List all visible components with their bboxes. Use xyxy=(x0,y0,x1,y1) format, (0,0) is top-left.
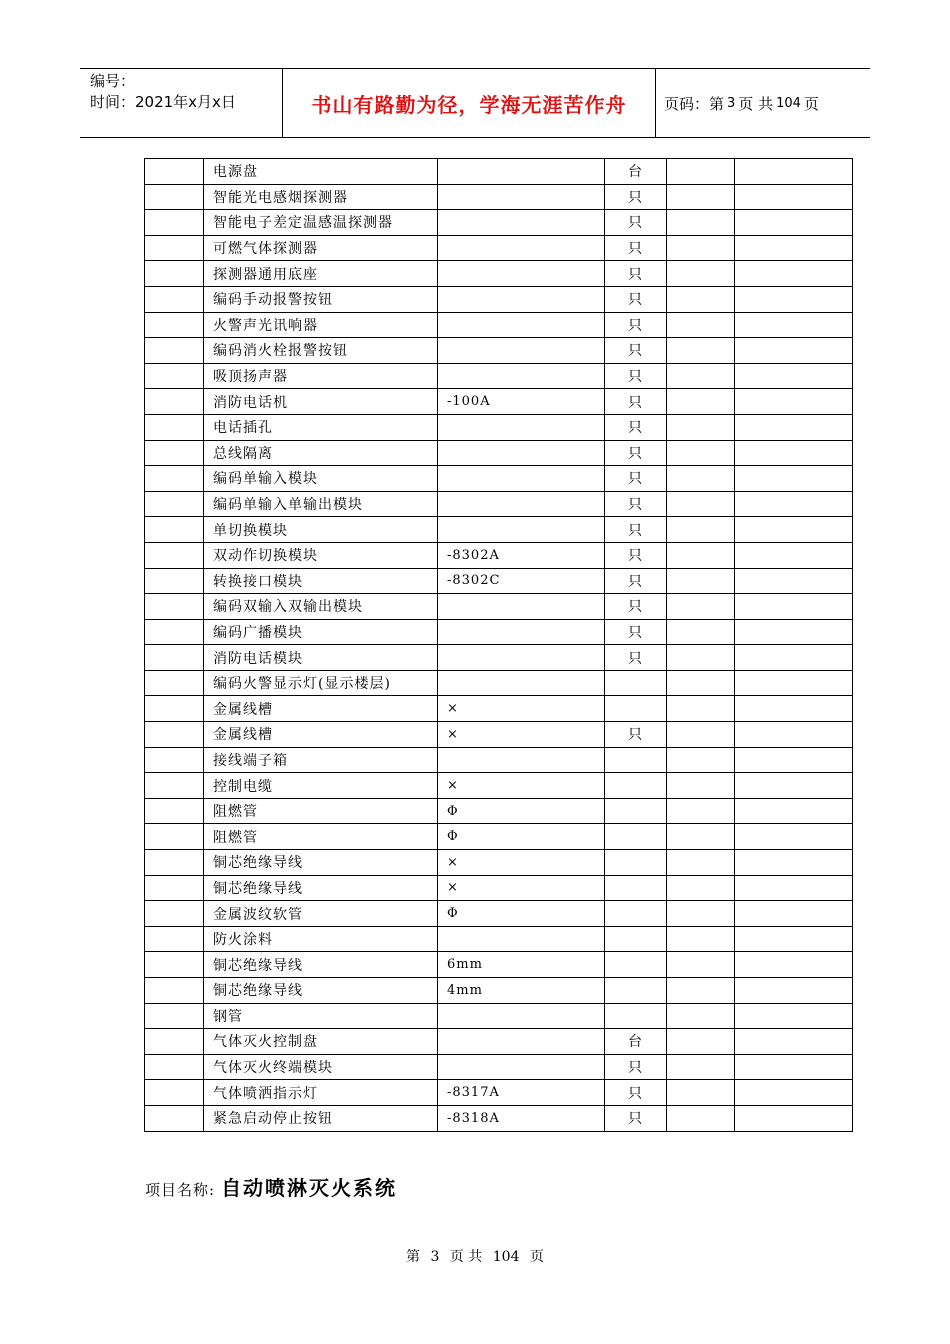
remark-cell xyxy=(735,1054,853,1080)
remark-cell xyxy=(735,952,853,978)
index-cell xyxy=(145,1029,204,1055)
table-row xyxy=(145,1003,853,1029)
unit-cell xyxy=(605,773,667,799)
unit-cell: 只 xyxy=(605,363,667,389)
remark-cell xyxy=(735,440,853,466)
table-row xyxy=(145,312,853,338)
table-row xyxy=(145,338,853,364)
item-name-cell: 接线端子箱 xyxy=(204,747,438,773)
unit-cell xyxy=(605,926,667,952)
footer-prefix: 第 xyxy=(406,1249,421,1265)
item-name-cell: 吸顶扬声器 xyxy=(204,363,438,389)
project-label: 项目名称: xyxy=(145,1181,216,1199)
quantity-cell xyxy=(667,645,735,671)
quantity-cell xyxy=(667,389,735,415)
index-cell xyxy=(145,850,204,876)
remark-cell xyxy=(735,542,853,568)
index-cell xyxy=(145,670,204,696)
index-cell xyxy=(145,1003,204,1029)
index-cell xyxy=(145,798,204,824)
model-cell: × xyxy=(438,773,605,799)
quantity-cell xyxy=(667,594,735,620)
unit-cell xyxy=(605,1003,667,1029)
number-label: 编号： xyxy=(90,72,136,90)
footer-suffix: 页 xyxy=(529,1249,544,1265)
model-cell xyxy=(438,594,605,620)
remark-cell xyxy=(735,824,853,850)
model-cell xyxy=(438,466,605,492)
page-mid: 页 共 xyxy=(738,94,774,113)
remark-cell xyxy=(735,696,853,722)
model-cell: -8302A xyxy=(438,542,605,568)
table-row xyxy=(145,363,853,389)
item-name-cell: 编码单输入模块 xyxy=(204,466,438,492)
item-name-cell: 智能光电感烟探测器 xyxy=(204,184,438,210)
unit-cell: 只 xyxy=(605,645,667,671)
table-row xyxy=(145,491,853,517)
remark-cell xyxy=(735,235,853,261)
remark-cell xyxy=(735,491,853,517)
header-meta xyxy=(90,71,285,113)
item-name-cell: 编码手动报警按钮 xyxy=(204,286,438,312)
unit-cell: 只 xyxy=(605,184,667,210)
item-name-cell: 防火涂料 xyxy=(204,926,438,952)
remark-cell xyxy=(735,1080,853,1106)
quantity-cell xyxy=(667,1054,735,1080)
index-cell xyxy=(145,722,204,748)
quantity-cell xyxy=(667,491,735,517)
unit-cell: 只 xyxy=(605,312,667,338)
item-name-cell: 阻燃管 xyxy=(204,798,438,824)
model-cell: -8302C xyxy=(438,568,605,594)
unit-cell xyxy=(605,747,667,773)
item-name-cell: 铜芯绝缘导线 xyxy=(204,978,438,1004)
unit-cell xyxy=(605,696,667,722)
index-cell xyxy=(145,389,204,415)
item-name-cell: 铜芯绝缘导线 xyxy=(204,875,438,901)
page-suffix: 页 xyxy=(803,94,819,113)
unit-cell: 只 xyxy=(605,517,667,543)
page-number: 3 xyxy=(727,95,736,111)
quantity-cell xyxy=(667,850,735,876)
quantity-cell xyxy=(667,1105,735,1131)
unit-cell: 只 xyxy=(605,338,667,364)
index-cell xyxy=(145,542,204,568)
unit-cell xyxy=(605,978,667,1004)
index-cell xyxy=(145,363,204,389)
quantity-cell xyxy=(667,517,735,543)
quantity-cell xyxy=(667,773,735,799)
unit-cell: 只 xyxy=(605,440,667,466)
unit-cell: 只 xyxy=(605,542,667,568)
index-cell xyxy=(145,901,204,927)
model-cell: -8317A xyxy=(438,1080,605,1106)
model-cell xyxy=(438,210,605,236)
table-row xyxy=(145,952,853,978)
index-cell xyxy=(145,619,204,645)
item-name-cell: 单切换模块 xyxy=(204,517,438,543)
remark-cell xyxy=(735,901,853,927)
table-row xyxy=(145,901,853,927)
table-row xyxy=(145,696,853,722)
model-cell xyxy=(438,414,605,440)
quantity-cell xyxy=(667,568,735,594)
remark-cell xyxy=(735,850,853,876)
model-cell xyxy=(438,312,605,338)
item-name-cell: 转换接口模块 xyxy=(204,568,438,594)
table-row xyxy=(145,722,853,748)
unit-cell xyxy=(605,952,667,978)
item-name-cell: 气体喷洒指示灯 xyxy=(204,1080,438,1106)
item-name-cell: 消防电话模块 xyxy=(204,645,438,671)
quantity-cell xyxy=(667,670,735,696)
index-cell xyxy=(145,210,204,236)
index-cell xyxy=(145,747,204,773)
item-name-cell: 金属线槽 xyxy=(204,696,438,722)
header-divider xyxy=(655,69,656,137)
index-cell xyxy=(145,773,204,799)
item-name-cell: 金属波纹软管 xyxy=(204,901,438,927)
quantity-cell xyxy=(667,824,735,850)
remark-cell xyxy=(735,389,853,415)
item-name-cell: 电话插孔 xyxy=(204,414,438,440)
quantity-cell xyxy=(667,875,735,901)
quantity-cell xyxy=(667,338,735,364)
index-cell xyxy=(145,1054,204,1080)
model-cell: × xyxy=(438,850,605,876)
unit-cell: 只 xyxy=(605,1080,667,1106)
item-name-cell: 总线隔离 xyxy=(204,440,438,466)
index-cell xyxy=(145,978,204,1004)
index-cell xyxy=(145,466,204,492)
unit-cell: 只 xyxy=(605,1054,667,1080)
index-cell xyxy=(145,594,204,620)
quantity-cell xyxy=(667,261,735,287)
unit-cell: 只 xyxy=(605,722,667,748)
model-cell xyxy=(438,747,605,773)
index-cell xyxy=(145,696,204,722)
item-name-cell: 编码广播模块 xyxy=(204,619,438,645)
unit-cell: 只 xyxy=(605,389,667,415)
unit-cell xyxy=(605,798,667,824)
remark-cell xyxy=(735,594,853,620)
table-row xyxy=(145,594,853,620)
model-cell xyxy=(438,926,605,952)
project-name: 自动喷淋灭火系统 xyxy=(221,1176,398,1200)
table-row xyxy=(145,850,853,876)
model-cell xyxy=(438,517,605,543)
remark-cell xyxy=(735,261,853,287)
item-name-cell: 双动作切换模块 xyxy=(204,542,438,568)
unit-cell: 台 xyxy=(605,159,667,185)
model-cell: Φ xyxy=(438,798,605,824)
page-footer xyxy=(0,1246,950,1266)
quantity-cell xyxy=(667,210,735,236)
item-name-cell: 探测器通用底座 xyxy=(204,261,438,287)
index-cell xyxy=(145,952,204,978)
model-cell xyxy=(438,491,605,517)
model-cell xyxy=(438,670,605,696)
remark-cell xyxy=(735,619,853,645)
model-cell: × xyxy=(438,722,605,748)
remark-cell xyxy=(735,978,853,1004)
footer-mid: 页 共 xyxy=(449,1249,483,1265)
unit-cell xyxy=(605,901,667,927)
unit-cell: 只 xyxy=(605,286,667,312)
header-motto: 书山有路勤为径，学海无涯苦作舟 xyxy=(311,92,627,117)
table-row xyxy=(145,286,853,312)
model-cell: × xyxy=(438,875,605,901)
model-cell xyxy=(438,338,605,364)
index-cell xyxy=(145,338,204,364)
table-row xyxy=(145,926,853,952)
remark-cell xyxy=(735,466,853,492)
index-cell xyxy=(145,312,204,338)
table-row xyxy=(145,798,853,824)
index-cell xyxy=(145,517,204,543)
index-cell xyxy=(145,1080,204,1106)
unit-cell: 只 xyxy=(605,414,667,440)
index-cell xyxy=(145,491,204,517)
unit-cell: 只 xyxy=(605,1105,667,1131)
page-header xyxy=(80,68,870,138)
remark-cell xyxy=(735,722,853,748)
remark-cell xyxy=(735,363,853,389)
index-cell xyxy=(145,184,204,210)
index-cell xyxy=(145,824,204,850)
model-cell: -100A xyxy=(438,389,605,415)
table-row xyxy=(145,978,853,1004)
page-prefix: 页码：第 xyxy=(664,94,725,113)
quantity-cell xyxy=(667,440,735,466)
unit-cell xyxy=(605,850,667,876)
table-row xyxy=(145,1029,853,1055)
remark-cell xyxy=(735,747,853,773)
model-cell xyxy=(438,286,605,312)
item-name-cell: 编码火警显示灯(显示楼层) xyxy=(204,670,438,696)
table-row xyxy=(145,824,853,850)
index-cell xyxy=(145,875,204,901)
table-row xyxy=(145,670,853,696)
quantity-cell xyxy=(667,466,735,492)
remark-cell xyxy=(735,1105,853,1131)
item-name-cell: 编码单输入单输出模块 xyxy=(204,491,438,517)
item-name-cell: 阻燃管 xyxy=(204,824,438,850)
item-name-cell: 消防电话机 xyxy=(204,389,438,415)
model-cell xyxy=(438,645,605,671)
table-row xyxy=(145,210,853,236)
index-cell xyxy=(145,568,204,594)
remark-cell xyxy=(735,1003,853,1029)
index-cell xyxy=(145,440,204,466)
item-name-cell: 电源盘 xyxy=(204,159,438,185)
footer-page: 3 xyxy=(430,1249,440,1265)
remark-cell xyxy=(735,875,853,901)
index-cell xyxy=(145,645,204,671)
model-cell xyxy=(438,440,605,466)
unit-cell: 只 xyxy=(605,261,667,287)
remark-cell xyxy=(735,286,853,312)
model-cell xyxy=(438,1029,605,1055)
index-cell xyxy=(145,261,204,287)
table-row xyxy=(145,414,853,440)
remark-cell xyxy=(735,517,853,543)
header-page-info xyxy=(664,69,819,137)
equipment-table-body xyxy=(145,159,853,1132)
table-row xyxy=(145,440,853,466)
item-name-cell: 铜芯绝缘导线 xyxy=(204,952,438,978)
quantity-cell xyxy=(667,952,735,978)
quantity-cell xyxy=(667,747,735,773)
model-cell xyxy=(438,261,605,287)
quantity-cell xyxy=(667,619,735,645)
remark-cell xyxy=(735,210,853,236)
table-row xyxy=(145,159,853,185)
unit-cell: 只 xyxy=(605,210,667,236)
remark-cell xyxy=(735,312,853,338)
item-name-cell: 气体灭火控制盘 xyxy=(204,1029,438,1055)
unit-cell xyxy=(605,670,667,696)
unit-cell xyxy=(605,875,667,901)
equipment-table xyxy=(144,158,853,1132)
table-row xyxy=(145,184,853,210)
table-row xyxy=(145,619,853,645)
model-cell: × xyxy=(438,696,605,722)
remark-cell xyxy=(735,798,853,824)
remark-cell xyxy=(735,1029,853,1055)
model-cell xyxy=(438,1003,605,1029)
index-cell xyxy=(145,1105,204,1131)
index-cell xyxy=(145,159,204,185)
item-name-cell: 钢管 xyxy=(204,1003,438,1029)
remark-cell xyxy=(735,670,853,696)
item-name-cell: 智能电子差定温感温探测器 xyxy=(204,210,438,236)
table-row xyxy=(145,1054,853,1080)
table-row xyxy=(145,466,853,492)
item-name-cell: 铜芯绝缘导线 xyxy=(204,850,438,876)
page-total: 104 xyxy=(776,95,801,111)
quantity-cell xyxy=(667,798,735,824)
unit-cell xyxy=(605,824,667,850)
index-cell xyxy=(145,926,204,952)
item-name-cell: 紧急启动停止按钮 xyxy=(204,1105,438,1131)
item-name-cell: 气体灭火终端模块 xyxy=(204,1054,438,1080)
unit-cell: 只 xyxy=(605,568,667,594)
unit-cell: 台 xyxy=(605,1029,667,1055)
index-cell xyxy=(145,414,204,440)
remark-cell xyxy=(735,773,853,799)
quantity-cell xyxy=(667,312,735,338)
table-row xyxy=(145,645,853,671)
model-cell xyxy=(438,184,605,210)
quantity-cell xyxy=(667,978,735,1004)
item-name-cell: 金属线槽 xyxy=(204,722,438,748)
model-cell: Φ xyxy=(438,901,605,927)
unit-cell: 只 xyxy=(605,619,667,645)
index-cell xyxy=(145,235,204,261)
quantity-cell xyxy=(667,542,735,568)
table-row xyxy=(145,517,853,543)
quantity-cell xyxy=(667,1029,735,1055)
model-cell xyxy=(438,1054,605,1080)
item-name-cell: 编码双输入双输出模块 xyxy=(204,594,438,620)
table-row xyxy=(145,568,853,594)
remark-cell xyxy=(735,338,853,364)
table-row xyxy=(145,875,853,901)
item-name-cell: 编码消火栓报警按钮 xyxy=(204,338,438,364)
model-cell: 6mm xyxy=(438,952,605,978)
remark-cell xyxy=(735,159,853,185)
project-line xyxy=(145,1172,397,1201)
quantity-cell xyxy=(667,286,735,312)
quantity-cell xyxy=(667,1080,735,1106)
model-cell: -8318A xyxy=(438,1105,605,1131)
quantity-cell xyxy=(667,235,735,261)
item-name-cell: 火警声光讯响器 xyxy=(204,312,438,338)
model-cell xyxy=(438,363,605,389)
model-cell xyxy=(438,159,605,185)
table-row xyxy=(145,389,853,415)
remark-cell xyxy=(735,184,853,210)
table-row xyxy=(145,1105,853,1131)
table-row xyxy=(145,773,853,799)
table-row xyxy=(145,747,853,773)
index-cell xyxy=(145,286,204,312)
item-name-cell: 可燃气体探测器 xyxy=(204,235,438,261)
quantity-cell xyxy=(667,363,735,389)
quantity-cell xyxy=(667,696,735,722)
quantity-cell xyxy=(667,1003,735,1029)
model-cell: Φ xyxy=(438,824,605,850)
remark-cell xyxy=(735,568,853,594)
footer-total: 104 xyxy=(492,1249,520,1265)
quantity-cell xyxy=(667,159,735,185)
model-cell xyxy=(438,235,605,261)
model-cell xyxy=(438,619,605,645)
unit-cell: 只 xyxy=(605,491,667,517)
remark-cell xyxy=(735,926,853,952)
unit-cell: 只 xyxy=(605,466,667,492)
remark-cell xyxy=(735,414,853,440)
item-name-cell: 控制电缆 xyxy=(204,773,438,799)
remark-cell xyxy=(735,645,853,671)
model-cell: 4mm xyxy=(438,978,605,1004)
time-label: 时间：2021年x月x日 xyxy=(90,93,236,111)
quantity-cell xyxy=(667,926,735,952)
table-row xyxy=(145,261,853,287)
unit-cell: 只 xyxy=(605,594,667,620)
table-row xyxy=(145,235,853,261)
table-row xyxy=(145,542,853,568)
quantity-cell xyxy=(667,722,735,748)
quantity-cell xyxy=(667,901,735,927)
table-row xyxy=(145,1080,853,1106)
quantity-cell xyxy=(667,184,735,210)
unit-cell: 只 xyxy=(605,235,667,261)
quantity-cell xyxy=(667,414,735,440)
